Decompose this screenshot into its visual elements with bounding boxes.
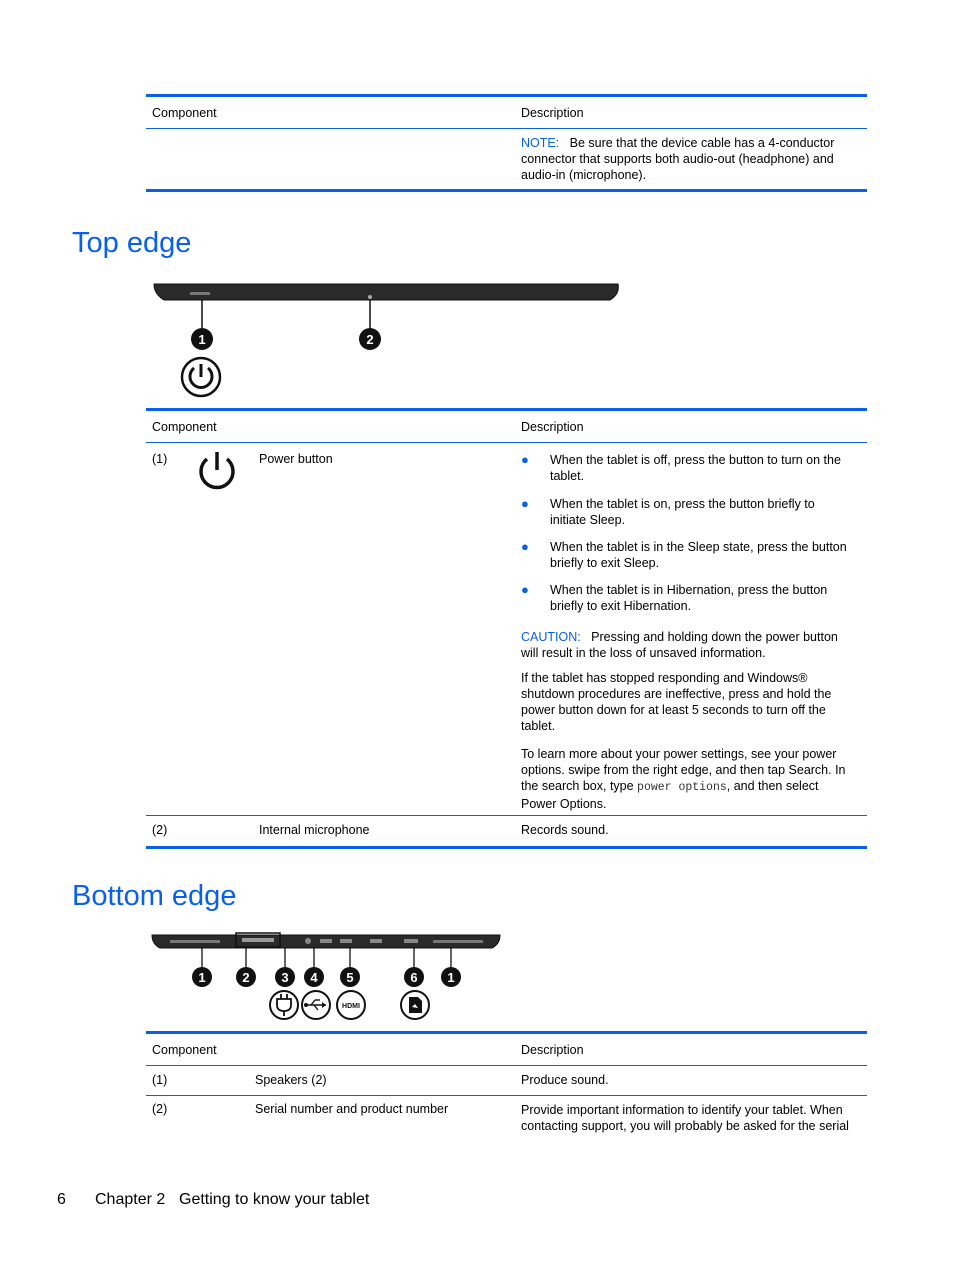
callout-5 xyxy=(340,967,360,987)
component-description: Produce sound. xyxy=(521,1073,609,1087)
bullet-icon: ● xyxy=(521,582,529,597)
row-number: (1) xyxy=(152,452,168,466)
component-header: Component xyxy=(152,1043,217,1057)
caution-text: CAUTION: Pressing and holding down the power button will result in the loss of unsaved information. xyxy=(521,630,838,660)
component-name: Power button xyxy=(259,452,333,466)
microsd-icon xyxy=(401,991,429,1019)
bullet-icon: ● xyxy=(521,452,529,467)
table-header xyxy=(146,1034,867,1066)
table-row xyxy=(146,1066,867,1096)
callout-1 xyxy=(192,967,212,987)
callout-2 xyxy=(236,967,256,987)
svg-text:1: 1 xyxy=(198,332,206,347)
component-name: Serial number and product number xyxy=(255,1102,449,1116)
table-row xyxy=(146,816,867,846)
svg-text:2: 2 xyxy=(366,332,374,347)
bottom-edge-table xyxy=(146,1031,867,1140)
bottom-edge-heading: Bottom edge xyxy=(72,880,237,912)
svg-text:3: 3 xyxy=(281,970,289,985)
unresponsive-paragraph: If the tablet has stopped responding and Windows® shutdown procedures are ineffective, press and hold the power button down for at least 5 seconds to turn off the tablet. xyxy=(521,671,832,733)
top-edge-table xyxy=(146,408,867,849)
bullet-icon: ● xyxy=(521,539,529,554)
table-header xyxy=(146,411,867,443)
row-number: (2) xyxy=(152,1102,168,1116)
top-edge-figure xyxy=(150,280,630,402)
svg-text:2: 2 xyxy=(242,970,250,985)
table-header xyxy=(146,97,867,129)
bottom-edge-figure xyxy=(148,930,508,1024)
power-icon xyxy=(182,358,220,396)
note-label: NOTE: xyxy=(521,136,560,150)
component-name: Speakers (2) xyxy=(255,1073,327,1087)
svg-text:5: 5 xyxy=(346,970,354,985)
top-edge-heading: Top edge xyxy=(72,227,192,259)
note-text: NOTE: Be sure that the device cable has a 4-conductor connector that supports both audio-out (headphone) and audio-in (microphone). xyxy=(521,136,835,182)
component-name: Internal microphone xyxy=(259,823,370,837)
table-row xyxy=(146,1096,867,1140)
code-text: power options xyxy=(637,781,727,794)
list-item: ● When the tablet is in the Sleep state, press the button briefly to exit Sleep. xyxy=(521,539,847,570)
continued-table xyxy=(146,94,867,192)
callout-6 xyxy=(404,967,424,987)
power-icon xyxy=(196,448,238,494)
svg-text:HDMI: HDMI xyxy=(342,1003,360,1010)
callout-4 xyxy=(304,967,324,987)
list-item: ● When the tablet is in Hibernation, press the button briefly to exit Hibernation. xyxy=(521,582,828,613)
chapter-title: Getting to know your tablet xyxy=(179,1191,370,1208)
table-row xyxy=(146,443,867,816)
callout-3 xyxy=(275,967,295,987)
row-number: (2) xyxy=(152,823,168,837)
component-description: Records sound. xyxy=(521,823,609,837)
svg-text:6: 6 xyxy=(410,970,418,985)
callout-1 xyxy=(441,967,461,987)
row-number: (1) xyxy=(152,1073,168,1087)
usb-icon xyxy=(302,991,330,1019)
svg-text:1: 1 xyxy=(198,970,206,985)
list-item: ● When the tablet is on, press the button briefly to initiate Sleep. xyxy=(521,496,815,527)
page-number: 6 xyxy=(57,1191,66,1208)
caution-label: CAUTION: xyxy=(521,630,581,644)
callout-1 xyxy=(191,328,213,350)
list-item: ● When the tablet is off, press the button to turn on the tablet. xyxy=(521,452,841,483)
hdmi-icon xyxy=(337,991,365,1019)
component-header: Component xyxy=(152,420,217,434)
svg-text:1: 1 xyxy=(447,970,455,985)
component-header: Component xyxy=(152,106,217,120)
power-settings-paragraph: To learn more about your power settings, see your power options. swipe from the right edge, and then tap Search. In the search box, type power options, and then select Power Options. xyxy=(521,747,846,811)
component-description: Provide important information to identify your tablet. When contacting support, you will probably be asked for the serial xyxy=(521,1103,849,1133)
callout-2 xyxy=(359,328,381,350)
chapter-label: Chapter 2 xyxy=(95,1191,166,1208)
power-connector-icon xyxy=(270,991,298,1019)
svg-text:4: 4 xyxy=(310,970,318,985)
description-header: Description xyxy=(521,420,584,434)
table-row xyxy=(146,129,867,189)
description-header: Description xyxy=(521,1043,584,1057)
bullet-icon: ● xyxy=(521,496,529,511)
description-header: Description xyxy=(521,106,584,120)
